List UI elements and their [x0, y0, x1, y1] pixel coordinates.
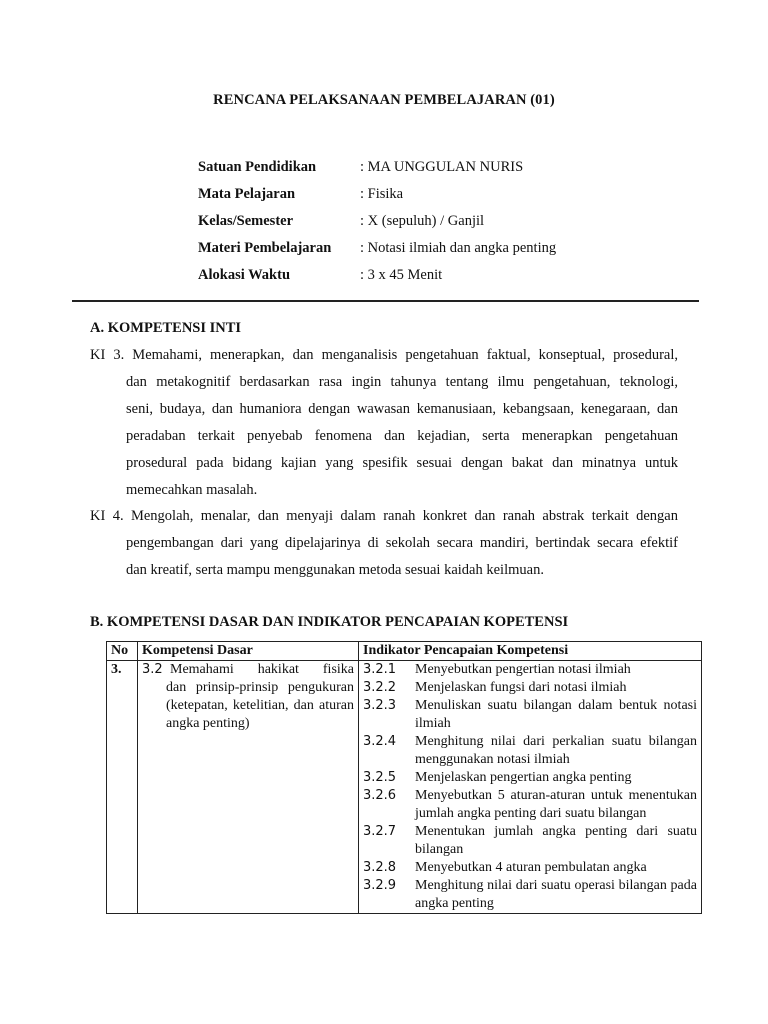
kd-text-first: Memahami hakikat fisika: [170, 662, 354, 677]
indicator-text: Menentukan jumlah angka penting dari suatu bilangan: [415, 824, 697, 857]
identity-row-materi: [198, 239, 658, 266]
indicator-text: Menjelaskan fungsi dari notasi ilmiah: [415, 680, 627, 695]
indicator-text: Menghitung nilai dari perkalian suatu bilangan menggunakan notasi ilmiah: [415, 734, 697, 767]
kd-text: [170, 661, 354, 679]
indicator-item: [363, 787, 697, 823]
ki-4-paragraph: [90, 503, 678, 584]
indicator-item: [363, 859, 697, 877]
kd-cell: [138, 661, 359, 914]
ki-line: seni, budaya, dan humaniora dengan wawasan kemanusiaan, kebangsaan, kenegaraan, dan: [126, 401, 678, 417]
kd-number: 3.2: [142, 662, 163, 677]
identity-label: Alokasi Waktu: [198, 267, 291, 283]
identity-row-mapel: [198, 185, 658, 212]
identity-value: : Fisika: [360, 186, 404, 202]
indicator-text: Menuliskan suatu bilangan dalam bentuk notasi ilmiah: [415, 698, 697, 731]
ki-line: memecahkan masalah.: [126, 482, 258, 498]
section-a-heading: A. KOMPETENSI INTI: [90, 320, 242, 336]
ki-line: dan kreatif, serta mampu menggunakan metoda sesuai kaidah keilmuan.: [126, 562, 544, 578]
indicator-item: [363, 661, 697, 679]
row-number: 3.: [107, 661, 138, 914]
indicator-text: Menyebutkan pengertian notasi ilmiah: [415, 662, 631, 677]
ki-line: peradaban terkait penyebab fenomena dan kejadian, serta menerapkan pengetahuan: [126, 428, 678, 444]
indicator-number: 3.2.6: [363, 788, 397, 803]
indicator-number: 3.2.4: [363, 734, 397, 749]
table-row: [107, 661, 702, 914]
identity-value: : X (sepuluh) / Ganjil: [360, 213, 485, 229]
indicator-cell: [359, 661, 702, 914]
identity-label: Kelas/Semester: [198, 213, 294, 229]
identity-label: Satuan Pendidikan: [198, 159, 317, 175]
indicator-text: Menjelaskan pengertian angka penting: [415, 770, 632, 785]
identity-row-alokasi: [198, 266, 658, 293]
indicator-item: [363, 697, 697, 733]
ki-line: KI 4. Mengolah, menalar, dan menyaji dalam ranah konkret dan ranah abstrak terkait dengan: [90, 508, 678, 524]
ki-line: dan metakognitif berdasarkan rasa ingin tahunya tentang ilmu pengetahuan, teknologi,: [126, 374, 678, 390]
indicator-item: [363, 679, 697, 697]
header-kompetensi-dasar: Kompetensi Dasar: [138, 642, 359, 661]
identity-value: : Notasi ilmiah dan angka penting: [360, 240, 557, 256]
header-divider: [72, 300, 699, 302]
indicator-item: [363, 733, 697, 769]
indicator-number: 3.2.1: [363, 662, 397, 677]
identity-row-satuan: [198, 158, 658, 185]
ki-line: KI 3. Memahami, menerapkan, dan menganalisis pengetahuan faktual, konseptual, prosedural,: [90, 347, 678, 363]
kd-indicator-table: [106, 641, 702, 914]
indicator-number: 3.2.2: [363, 680, 397, 695]
document-title: RENCANA PELAKSANAAN PEMBELAJARAN (01): [213, 92, 555, 108]
header-indikator: Indikator Pencapaian Kompetensi: [359, 642, 702, 661]
kd-item: [142, 661, 354, 679]
table-header-row: [107, 642, 702, 661]
identity-label: Materi Pembelajaran: [198, 240, 332, 256]
indicator-text: Menyebutkan 4 aturan pembulatan angka: [415, 860, 647, 875]
indicator-number: 3.2.3: [363, 698, 397, 713]
identity-block: [198, 158, 658, 293]
indicator-item: [363, 823, 697, 859]
identity-row-kelas: [198, 212, 658, 239]
indicator-text: Menyebutkan 5 aturan-aturan untuk menentukan jumlah angka penting dari suatu bilangan: [415, 788, 697, 821]
indicator-number: 3.2.9: [363, 878, 397, 893]
identity-label: Mata Pelajaran: [198, 186, 296, 202]
section-b-heading: B. KOMPETENSI DASAR DAN INDIKATOR PENCAPAIAN KOPETENSI: [90, 614, 569, 630]
indicator-text: Menghitung nilai dari suatu operasi bilangan pada angka penting: [415, 878, 697, 911]
header-no: No: [107, 642, 138, 661]
indicator-item: [363, 877, 697, 913]
indicator-number: 3.2.8: [363, 860, 397, 875]
ki-line: prosedural pada bidang kajian yang spesifik sesuai dengan bakat dan minatnya untuk: [126, 455, 678, 471]
identity-value: : MA UNGGULAN NURIS: [360, 159, 524, 175]
indicator-item: [363, 769, 697, 787]
kd-text-rest: dan prinsip-prinsip pengukuran (ketepatan, ketelitian, dan aturan angka penting): [166, 680, 354, 731]
indicator-number: 3.2.5: [363, 770, 397, 785]
identity-value: : 3 x 45 Menit: [360, 267, 443, 283]
ki-line: pengembangan dari yang dipelajarinya di sekolah secara mandiri, bertindak secara efektif: [126, 535, 678, 551]
indicator-number: 3.2.7: [363, 824, 397, 839]
ki-3-paragraph: [90, 342, 678, 504]
